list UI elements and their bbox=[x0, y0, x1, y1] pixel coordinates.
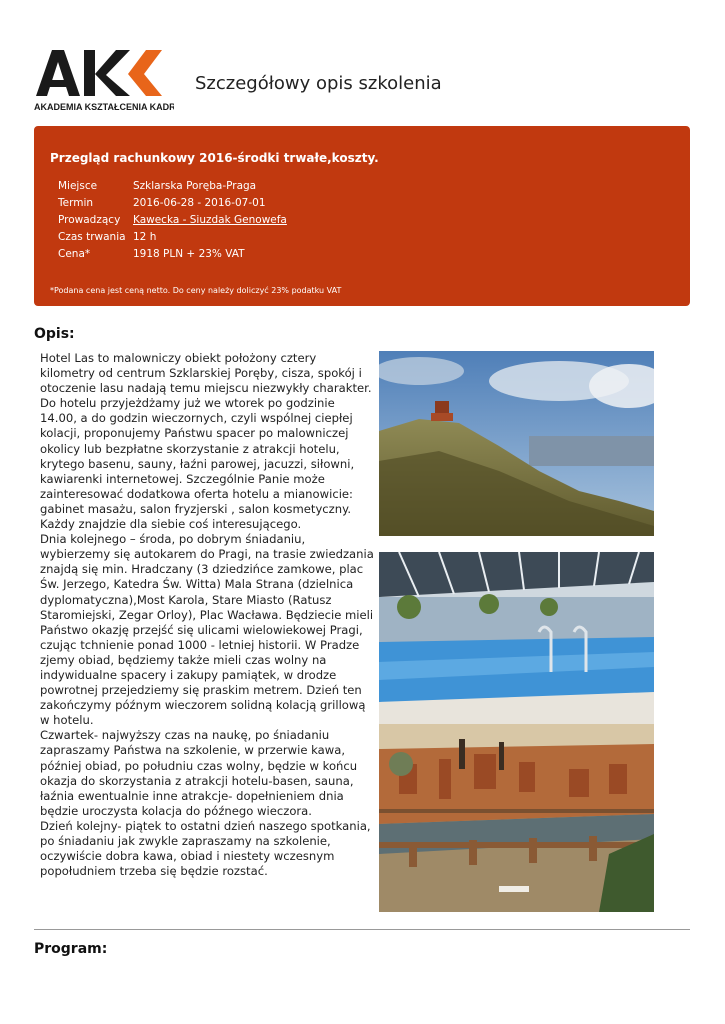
pool-photo bbox=[379, 552, 654, 724]
company-logo bbox=[34, 44, 174, 114]
course-details-table bbox=[58, 180, 287, 265]
detail-label: Miejsce bbox=[58, 180, 98, 192]
course-title: Przegląd rachunkowy 2016-środki trwałe,koszty. bbox=[50, 151, 379, 165]
prague-photo bbox=[379, 724, 654, 912]
detail-value: Szklarska Poręba-Praga bbox=[133, 180, 257, 192]
mountain-photo bbox=[379, 351, 654, 536]
detail-row-trainer bbox=[58, 214, 287, 231]
description-text bbox=[40, 351, 374, 879]
logo-subtitle: AKADEMIA KSZTAŁCENIA KADR bbox=[34, 102, 174, 112]
detail-value: 2016-06-28 - 2016-07-01 bbox=[133, 197, 266, 209]
description-heading: Opis: bbox=[34, 326, 75, 342]
description-paragraph: Dzień kolejny- piątek to ostatni dzień naszego spotkania, po śniadaniu jak zwykle zapraszamy na szkolenie, oczywiście dobra kawa, obiad i niestety wczesnym popołudniem trzeba się będzie rozstać. bbox=[40, 818, 371, 879]
page-title: Szczegółowy opis szkolenia bbox=[195, 73, 442, 94]
description-paragraph: Dnia kolejnego – środa, po dobrym śniadaniu, wybierzemy się autokarem do Pragi, na trasie zwiedzania znajdą się min. Hradczany (3 dziedzińce zamkowe, plac Św. Jerzego, Katedra Św. Witta) Mala Strana (dzielnica dyplomatyczna),Most Karola, Stare Miasto (Ratusz Staromiejski, Zegar Orloy), Plac Wacława. Będziecie mieli Państwo okazję przejść się ulicami wielowiekowej Pragi, czując tchnienie ponad 1000 - letniej historii. W Pradze zjemy obiad, będziemy także mieli czas wolny na indywidualne spacery i zakupy pamiątek, w drodze powrotnej przejedziemy się praskim metrem. Dzień ten zakończymy późnym wieczorem solidną kolacją grillową w hotelu. bbox=[40, 532, 374, 728]
detail-row-price bbox=[58, 248, 287, 265]
description-paragraph: Hotel Las to malowniczy obiekt położony cztery kilometry od centrum Szklarskiej Poręby, cisza, spokój i otoczenie lasu nadają temu miejscu niezwykły charakter. Do hotelu przyjeżdżamy już we wtorek po godzinie 14.00, a do godzin wieczornych, czyli wspólnej ciepłej kolacji, proponujemy Państwu spacer po malowniczej okolicy lub bezpłatne skorzystanie z atrakcji hotelu, krytego basenu, sauny, łaźni parowej, jacuzzi, siłowni, kawiarenki internetowej. Szczególnie Panie może zainteresować dodatkowa oferta hotelu a mianowicie: gabinet masażu, salon fryzjerski , salon kosmetyczny. Każdy znajdzie dla siebie coś interesującego. bbox=[40, 351, 372, 532]
detail-row-location bbox=[58, 180, 287, 197]
detail-label: Cena* bbox=[58, 248, 91, 260]
detail-label: Prowadzący bbox=[58, 214, 121, 226]
program-heading: Program: bbox=[34, 941, 108, 957]
trainer-link[interactable]: Kawecka - Siuzdak Genowefa bbox=[133, 214, 287, 226]
detail-value: 1918 PLN + 23% VAT bbox=[133, 248, 245, 260]
detail-row-duration bbox=[58, 231, 287, 248]
detail-value: 12 h bbox=[133, 231, 157, 243]
detail-row-date bbox=[58, 197, 287, 214]
section-divider bbox=[34, 929, 690, 930]
description-paragraph: Czwartek- najwyższy czas na naukę, po śniadaniu zapraszamy Państwa na szkolenie, w przerwie kawa, później obiad, po południu czas wolny, będzie w końcu okazja do skorzystania z atrakcji hotelu-basen, sauna, łaźnia ewentualnie inne atrakcje- dopełnieniem dnia będzie uroczysta kolacja do późnego wieczora. bbox=[40, 728, 358, 818]
detail-label: Termin bbox=[58, 197, 94, 209]
course-info-box bbox=[34, 126, 690, 306]
price-footnote: *Podana cena jest ceną netto. Do ceny należy doliczyć 23% podatku VAT bbox=[50, 286, 342, 295]
detail-label: Czas trwania bbox=[58, 231, 126, 243]
